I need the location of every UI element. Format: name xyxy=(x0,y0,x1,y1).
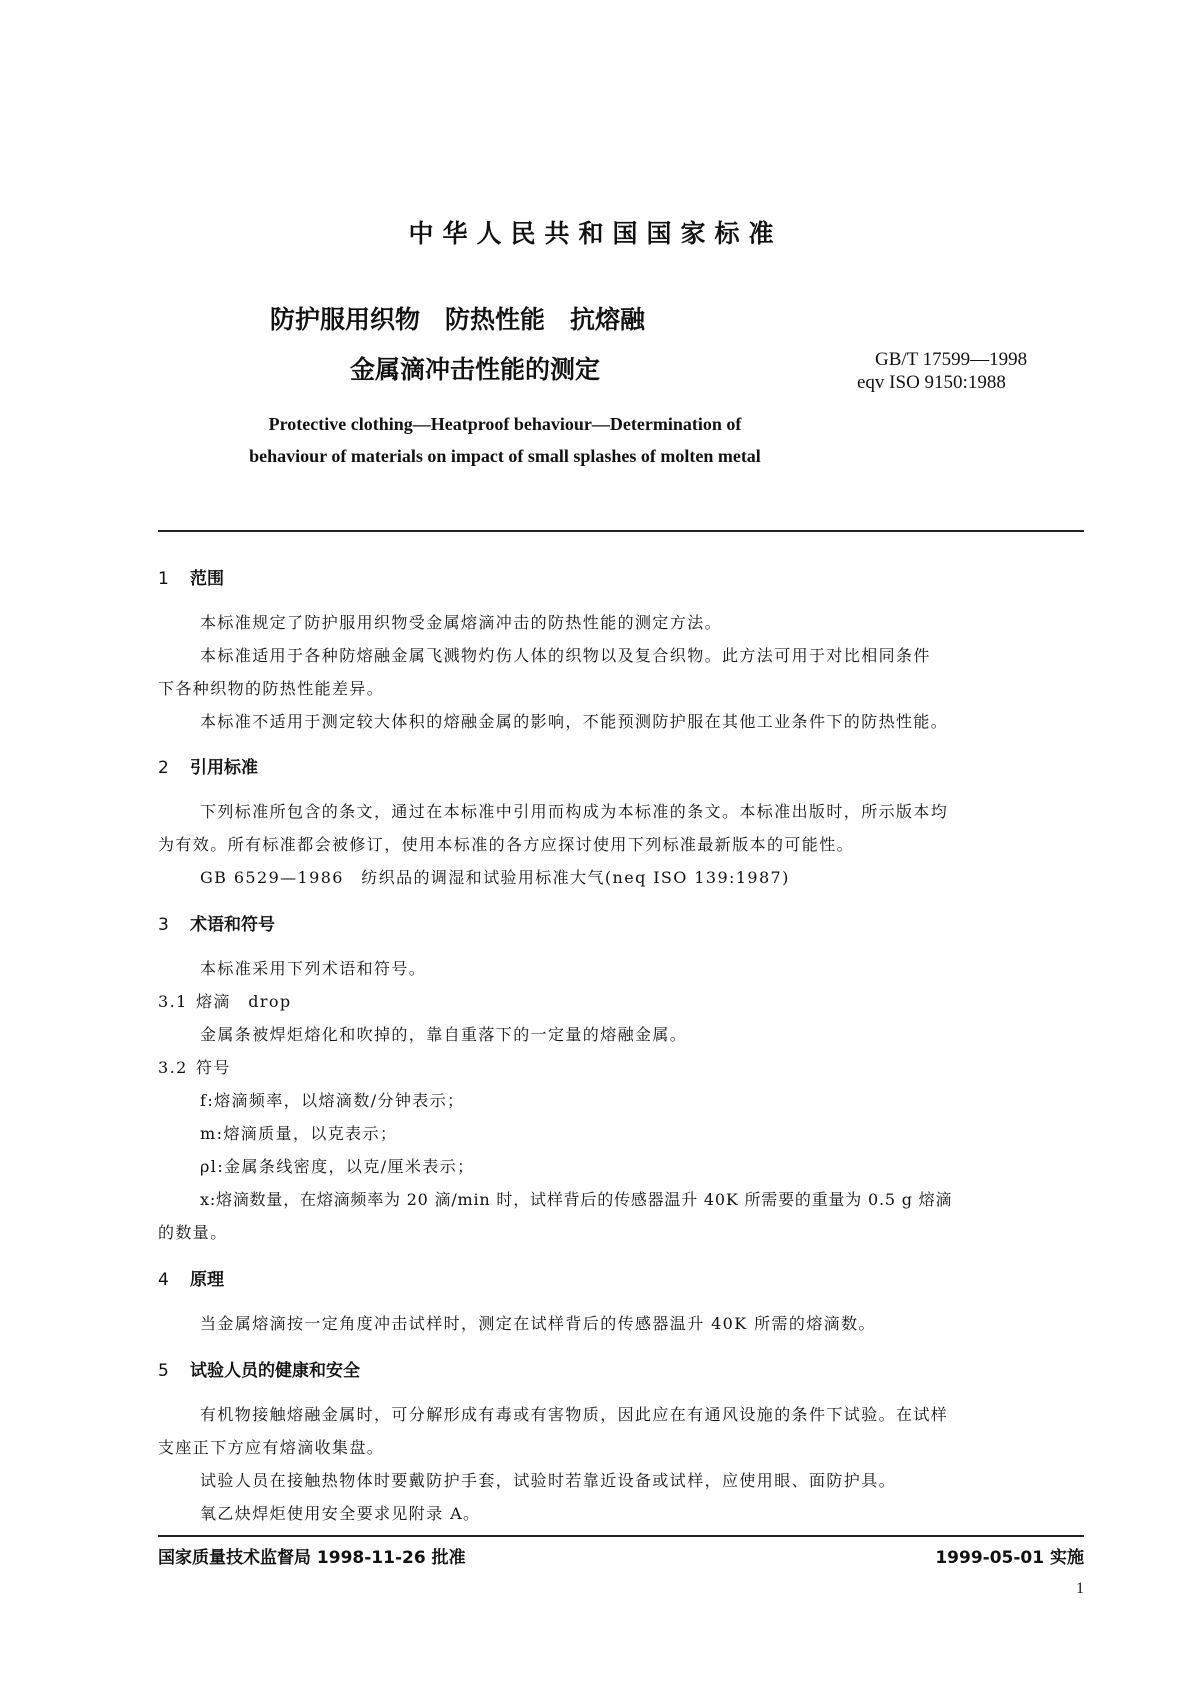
standard-code: GB/T 17599—1998 xyxy=(875,349,1028,370)
section-1-heading: 1 范围 xyxy=(158,569,224,589)
section-2-paragraph-1-cont: 为有效。所有标准都会被修订，使用本标准的各方应探讨使用下列标准最新版本的可能性。 xyxy=(158,835,855,854)
section-2-paragraph-1: 下列标准所包含的条文，通过在本标准中引用而构成为本标准的条文。本标准出版时，所示版本均 xyxy=(200,802,949,821)
english-title-line-1: Protective clothing—Heatproof behaviour—Determination of xyxy=(268,414,742,434)
header-rule xyxy=(158,530,1084,532)
page-number: 1 xyxy=(1076,1580,1084,1597)
section-1-paragraph-1: 本标准规定了防护服用织物受金属熔滴冲击的防热性能的测定方法。 xyxy=(200,613,723,632)
symbol-rho-definition: ρl:金属条线密度，以克/厘米表示； xyxy=(200,1157,475,1176)
section-4-paragraph-1: 当金属熔滴按一定角度冲击试样时，测定在试样背后的传感器温升 40K 所需的熔滴数。 xyxy=(200,1314,876,1333)
section-1-paragraph-3: 本标准不适用于测定较大体积的熔融金属的影响，不能预测防护服在其他工业条件下的防热性能。 xyxy=(200,712,949,731)
subsection-3-1-definition: 金属条被焊炬熔化和吹掉的，靠自重落下的一定量的熔融金属。 xyxy=(200,1025,688,1044)
section-2-heading: 2 引用标准 xyxy=(158,758,258,778)
section-5-paragraph-1: 有机物接触熔融金属时，可分解形成有毒或有害物质，因此应在有通风设施的条件下试验。在试样 xyxy=(200,1405,949,1424)
subsection-3-2-heading: 3.2 符号 xyxy=(158,1058,231,1077)
section-1-paragraph-2: 本标准适用于各种防熔融金属飞溅物灼伤人体的织物以及复合织物。此方法可用于对比相同条件 xyxy=(200,646,931,665)
section-5-paragraph-1-cont: 支座正下方应有熔滴收集盘。 xyxy=(158,1438,385,1457)
title-line-2: 金属滴冲击性能的测定 xyxy=(350,355,601,384)
approval-date: 国家质量技术监督局 1998-11-26 批准 xyxy=(158,1548,466,1568)
section-5-paragraph-3: 氧乙炔焊炬使用安全要求见附录 A。 xyxy=(200,1504,481,1523)
symbol-x-definition: x:熔滴数量，在熔滴频率为 20 滴/min 时，试样背后的传感器温升 40K 所需要的重量为 0.5 g 熔滴 xyxy=(200,1190,953,1209)
referenced-standard: GB 6529—1986 纺织品的调湿和试验用标准大气(neq ISO 139:1987) xyxy=(200,868,790,887)
nation-standard-heading: 中华人民共和国国家标准 xyxy=(408,219,783,248)
section-3-heading: 3 术语和符号 xyxy=(158,915,275,935)
equivalent-standard-code: eqv ISO 9150:1988 xyxy=(857,372,1006,393)
symbol-f-definition: f:熔滴频率，以熔滴数/分钟表示； xyxy=(200,1091,465,1110)
symbol-x-definition-cont: 的数量。 xyxy=(158,1223,228,1242)
section-5-heading: 5 试验人员的健康和安全 xyxy=(158,1361,360,1381)
section-4-heading: 4 原理 xyxy=(158,1270,224,1290)
section-5-paragraph-2: 试验人员在接触热物体时要戴防护手套，试验时若靠近设备或试样，应使用眼、面防护具。 xyxy=(200,1471,897,1490)
section-3-intro: 本标准采用下列术语和符号。 xyxy=(200,959,427,978)
section-1-paragraph-2-cont: 下各种织物的防热性能差异。 xyxy=(158,679,385,698)
title-line-1: 防护服用织物 防热性能 抗熔融 xyxy=(270,305,646,334)
symbol-m-definition: m:熔滴质量，以克表示； xyxy=(200,1124,398,1143)
subsection-3-1-heading: 3.1 熔滴 drop xyxy=(158,992,292,1011)
implementation-date: 1999-05-01 实施 xyxy=(935,1548,1084,1568)
footer-rule xyxy=(158,1535,1084,1537)
english-title-line-2: behaviour of materials on impact of small splashes of molten metal xyxy=(249,446,761,466)
